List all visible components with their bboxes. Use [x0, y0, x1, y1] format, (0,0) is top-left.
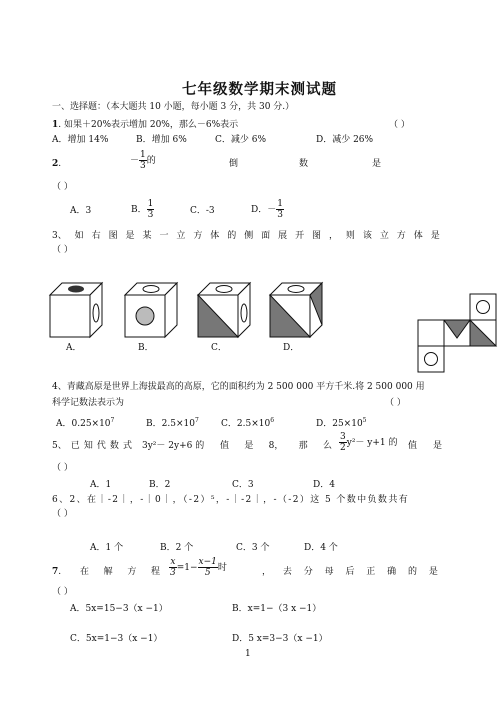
q2-option-a: A．3 [70, 206, 92, 216]
cube-d-label: D． [283, 343, 300, 353]
q2-option-d: D．－ $\frac{1}{3}$ [251, 199, 283, 220]
q5-option-a: A．1 [90, 480, 112, 490]
q5-option-c: C．3 [232, 480, 254, 490]
q4-option-c: C．$2.5\times 10^6$ [221, 417, 275, 429]
cube-b-figure [125, 283, 183, 341]
q4-option-b: B．$2.5\times 10^7$ [146, 417, 199, 429]
q4-text-line1: 4、青藏高原是世界上海拔最高的高原，它的面积约为 2 500 000 平方千米.将 2 500 000 用 [52, 382, 425, 392]
q2-option-c: C．-3 [190, 206, 215, 216]
cube-b-label: B． [138, 343, 154, 353]
cube-c-figure [198, 283, 256, 341]
q5-text-b: 值 是 8， 那 么 [220, 441, 332, 451]
q2-option-b: B． $\frac{1}{3}$ [131, 199, 154, 220]
q7-option-d: D．5 x=3−3（x −1） [232, 634, 328, 644]
q6-option-c: C．3 个 [236, 543, 270, 553]
question-1 [52, 119, 238, 131]
q5-text-c: 值 是 [408, 441, 442, 451]
q1-text: . 如果＋20%表示增加 20%，那么－6%表示 [58, 120, 239, 130]
cube-net-figure [416, 294, 496, 374]
page-number: 1 [245, 649, 251, 659]
q1-option-c: C．减少 6% [215, 135, 267, 145]
q2-number: 2. [52, 159, 62, 169]
question-3: 3、 如 右 图 是 某 一 立 方 体 的 侧 面 展 开 图 ， 则 该 立 方 体 是 [52, 231, 440, 241]
q2-word: 倒 [229, 159, 239, 169]
q3-answer-paren: （ ） [52, 245, 73, 255]
q7-option-b: B．x=1−（3 x −1） [232, 604, 322, 614]
q5-fraction: $\frac{3}{2}$ [340, 432, 346, 453]
q2-word: 是 [372, 159, 382, 169]
q7-option-a: A．5x=15−3（x −1） [70, 604, 168, 614]
q2-answer-paren: （ ） [52, 182, 73, 192]
q7-option-c: C．5x=1−3（x −1） [70, 634, 163, 644]
cube-d-figure [270, 283, 328, 341]
q2-word: 数 [299, 159, 309, 169]
q7-equation: $\frac{x}{3}$ =1− $\frac{x-1}{5}$ 时 [170, 557, 227, 578]
q6-option-a: A．1 个 [90, 543, 124, 553]
q1-option-b: B．增加 6% [136, 135, 187, 145]
q6-answer-paren: （ ） [52, 509, 73, 519]
q1-number: 1 [52, 120, 59, 130]
q2-fraction: $\frac{1}{3}$ [140, 150, 146, 171]
q6-option-d: D．4 个 [304, 543, 338, 553]
q1-option-a: A．增加 14% [52, 135, 109, 145]
section-heading: 一、选择题：（本大题共 10 小题，每小题 3 分，共 30 分.） [52, 102, 295, 112]
q5-expression-2: $\frac{3}{2}$ y²－ y+1 的 [340, 432, 398, 453]
q5-expression-1: 3y²－ 2y+6 的 [142, 441, 205, 451]
q2-expression: － $\frac{1}{3}$ 的 [130, 150, 156, 171]
cube-a-label: A． [66, 343, 82, 353]
q7-number: 7. [52, 567, 62, 577]
q5-option-b: B．2 [149, 480, 171, 490]
q1-answer-paren: （ ） [389, 120, 410, 130]
q4-option-a: A．$0.25\times 10^7$ [56, 417, 115, 429]
q4-text-line2: 科学记数法表示为 [52, 398, 125, 408]
q5-answer-paren: （ ） [52, 463, 73, 473]
q4-option-d: D．$25\times 10^5$ [316, 417, 367, 429]
page-title: 七年级数学期末测试题 [182, 81, 337, 98]
cube-c-label: C． [211, 343, 227, 353]
cube-a-figure [50, 283, 108, 341]
q6-option-b: B．2 个 [160, 543, 194, 553]
q7-answer-paren: （ ） [52, 587, 73, 597]
q7-text-a: 在 解 方 程 [80, 567, 160, 577]
q6-text: 6、2、在｜-2｜，-｜0｜，（-2）⁵，-｜-2｜，-（-2）这 5 个数中负数共有 [52, 495, 410, 505]
q1-option-d: D．减少 26% [316, 135, 374, 145]
q7-text-b: ， 去 分 母 后 正 确 的 是 [262, 567, 438, 577]
q5-text-a: 5、 已 知 代 数 式 [52, 441, 132, 451]
q5-option-d: D．4 [313, 480, 335, 490]
q4-answer-paren: （ ） [385, 398, 406, 408]
